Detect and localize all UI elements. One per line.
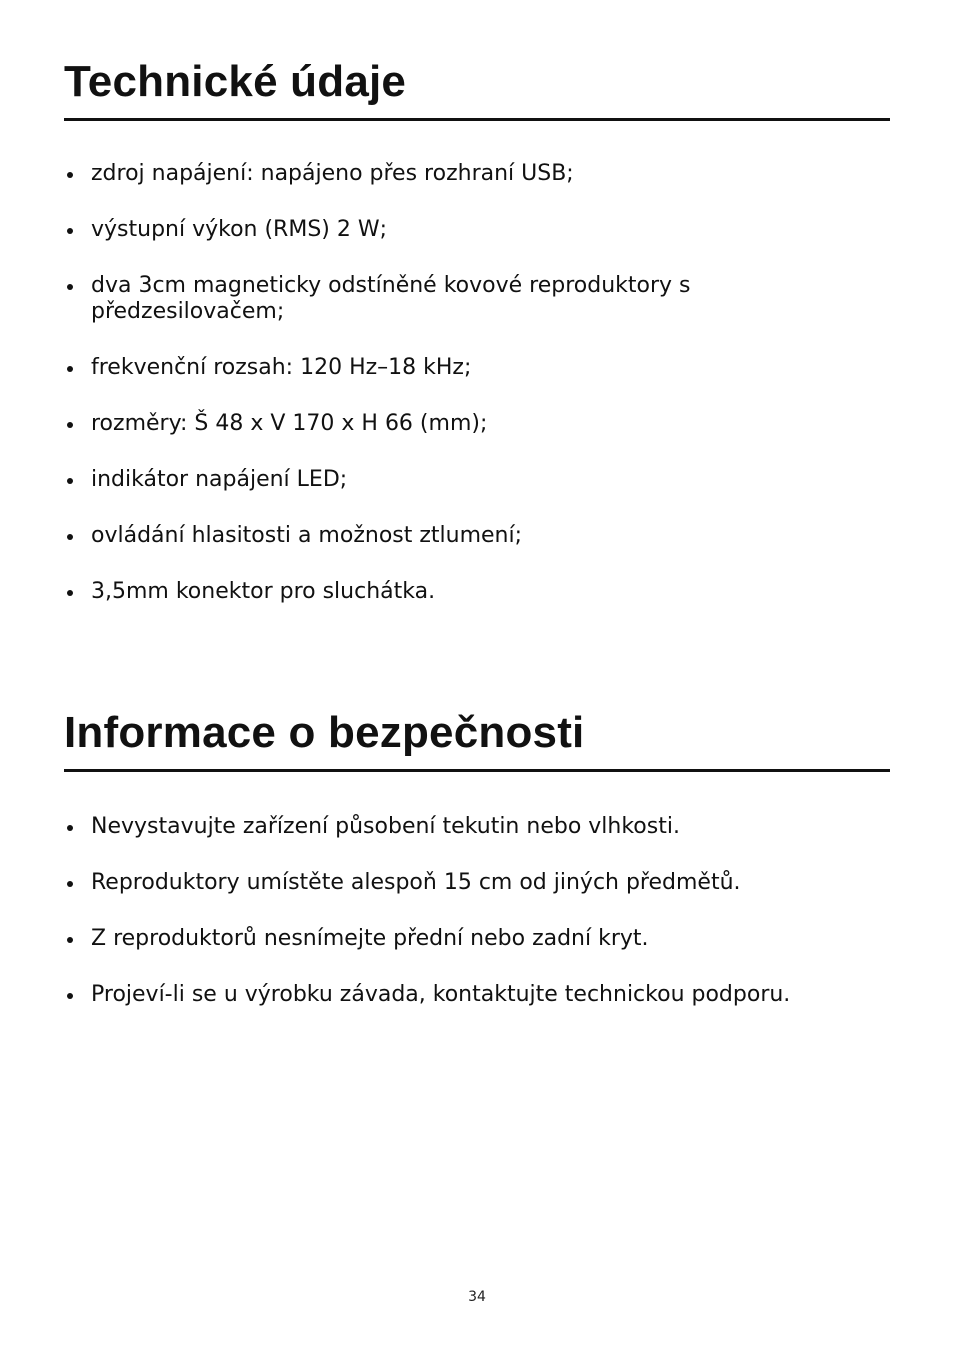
bullet-icon xyxy=(67,825,73,831)
safety-heading: Informace o bezpečnosti xyxy=(64,711,890,772)
technical-heading: Technické údaje xyxy=(64,60,890,121)
list-item-text: indikátor napájení LED; xyxy=(91,467,348,492)
list-item xyxy=(64,523,890,549)
list-item-text: Nevystavujte zařízení působení tekutin nebo vlhkosti. xyxy=(91,814,680,839)
bullet-icon xyxy=(67,590,73,596)
list-item-text: zdroj napájení: napájeno přes rozhraní USB; xyxy=(91,161,574,186)
list-item xyxy=(64,870,890,896)
list-item xyxy=(64,217,890,243)
list-item xyxy=(64,814,890,840)
list-item-text: rozměry: Š 48 x V 170 x H 66 (mm); xyxy=(91,411,488,436)
list-item xyxy=(64,411,890,437)
list-item xyxy=(64,273,751,325)
list-item xyxy=(64,467,890,493)
list-item xyxy=(64,579,890,605)
page-number: 34 xyxy=(468,1289,486,1305)
list-item-text: Reproduktory umístěte alespoň 15 cm od jiných předmětů. xyxy=(91,870,741,895)
safety-list xyxy=(64,814,890,1008)
bullet-icon xyxy=(67,366,73,372)
list-item-text: 3,5mm konektor pro sluchátka. xyxy=(91,579,436,604)
safety-section xyxy=(64,708,890,1008)
list-item-text: Z reproduktorů nesnímejte přední nebo zadní kryt. xyxy=(91,926,649,951)
list-item-text: výstupní výkon (RMS) 2 W; xyxy=(91,217,388,242)
technical-section xyxy=(64,57,890,605)
list-item xyxy=(64,161,890,187)
list-item xyxy=(64,355,890,381)
list-item-text: ovládání hlasitosti a možnost ztlumení; xyxy=(91,523,523,548)
bullet-icon xyxy=(67,993,73,999)
list-item-text: dva 3cm magneticky odstíněné kovové reproduktory s předzesilovačem; xyxy=(91,273,691,324)
technical-list xyxy=(64,161,890,605)
bullet-icon xyxy=(67,228,73,234)
bullet-icon xyxy=(67,284,73,290)
bullet-icon xyxy=(67,422,73,428)
bullet-icon xyxy=(67,478,73,484)
bullet-icon xyxy=(67,534,73,540)
list-item-text: Projeví-li se u výrobku závada, kontaktujte technickou podporu. xyxy=(91,982,791,1007)
list-item xyxy=(64,982,890,1008)
bullet-icon xyxy=(67,172,73,178)
list-item xyxy=(64,926,890,952)
bullet-icon xyxy=(67,881,73,887)
bullet-icon xyxy=(67,937,73,943)
list-item-text: frekvenční rozsah: 120 Hz–18 kHz; xyxy=(91,355,472,380)
